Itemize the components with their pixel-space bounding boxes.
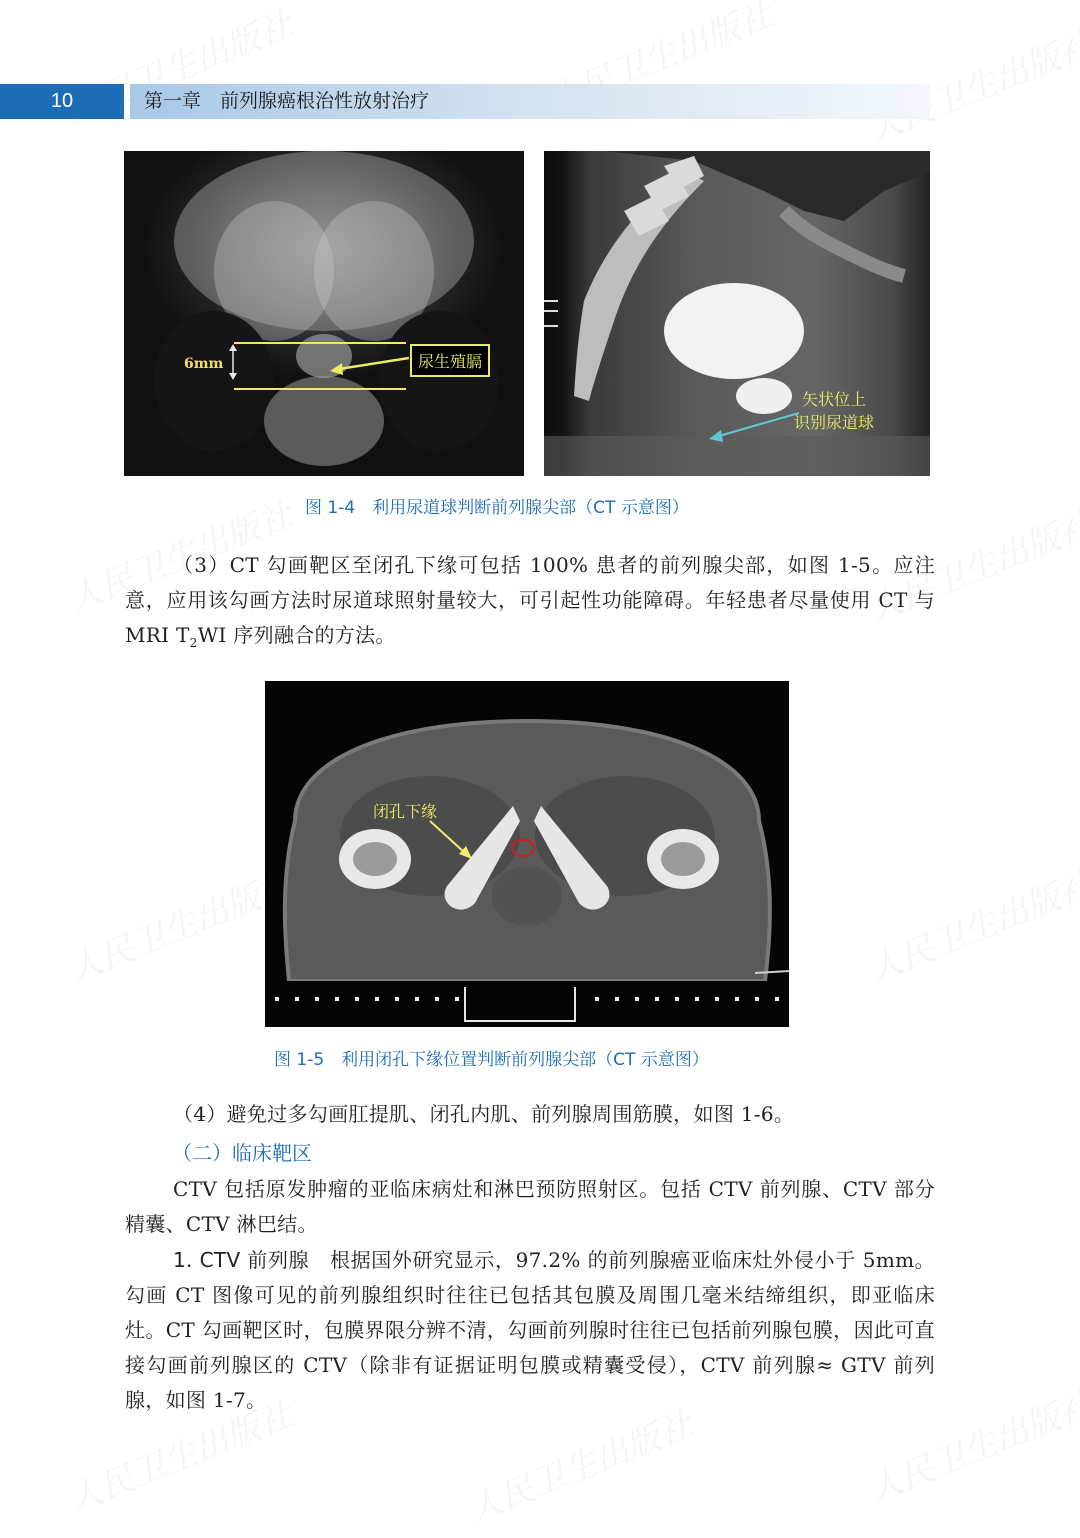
paragraph-ctv-prostate bbox=[125, 1243, 935, 1418]
page-header bbox=[0, 84, 1080, 119]
figure-1-4-sagittal-ct-image bbox=[544, 151, 930, 476]
paragraph-3 bbox=[125, 548, 935, 661]
paragraph-3-text: （3）CT 勾画靶区至闭孔下缘可包括 100% 患者的前列腺尖部，如图 1-5。应注意，应用该勾画方法时尿道球照射量较大，可引起性功能障碍。年轻患者尽量使用 CT 与 MRI T bbox=[125, 553, 935, 647]
paragraph-ctv: CTV 包括原发肿瘤的亚临床病灶和淋巴预防照射区。包括 CTV 前列腺、CTV 部分精囊、CTV 淋巴结。 bbox=[125, 1177, 935, 1236]
ctv-prostate-text: 根据国外研究显示，97.2% 的前列腺癌亚临床灶外侵小于 5mm。勾画 CT 图像可见的前列腺组织时往往已包括其包膜及周围几毫米结缔组织，即亚临床灶。CT 勾画靶区时，包膜界限分辨不清，勾画前列腺时往往已包括前列腺包膜，因此可直接勾画前列腺区的 CTV（除非有证据证明包膜或精囊受侵），CTV 前列腺≈ GTV 前列腺，如图 1-7。 bbox=[125, 1248, 935, 1412]
section-heading-clinical-target: （二）临床靶区 bbox=[172, 1141, 312, 1165]
figure-1-5-axial-ct-image bbox=[265, 681, 789, 1027]
page-number: 10 bbox=[0, 84, 124, 119]
paragraph-3-text-end: WI 序列融合的方法。 bbox=[197, 623, 396, 647]
figure-1-4-mri-image bbox=[124, 151, 524, 476]
figure-1-4-caption: 图 1-4 利用尿道球判断前列腺尖部（CT 示意图） bbox=[305, 498, 689, 518]
paragraph-3-subscript: 2 bbox=[189, 636, 198, 650]
measure-6mm-label: 6mm bbox=[184, 356, 224, 372]
figure-1-5-caption: 图 1-5 利用闭孔下缘位置判断前列腺尖部（CT 示意图） bbox=[274, 1050, 709, 1070]
ctv-prostate-lead: 1. CTV 前列腺 bbox=[173, 1248, 310, 1272]
urogenital-diaphragm-label: 尿生殖膈 bbox=[410, 344, 490, 377]
sagittal-label-line2: 识别尿道球 bbox=[794, 413, 875, 432]
paragraph-4: （4）避免过多勾画肛提肌、闭孔内肌、前列腺周围筋膜，如图 1-6。 bbox=[173, 1102, 795, 1126]
sagittal-label-line1: 矢状位上 bbox=[802, 390, 867, 409]
chapter-band bbox=[130, 84, 930, 119]
chapter-title: 第一章 前列腺癌根治性放射治疗 bbox=[144, 90, 430, 112]
obturator-lower-edge-label: 闭孔下缘 bbox=[373, 802, 438, 821]
